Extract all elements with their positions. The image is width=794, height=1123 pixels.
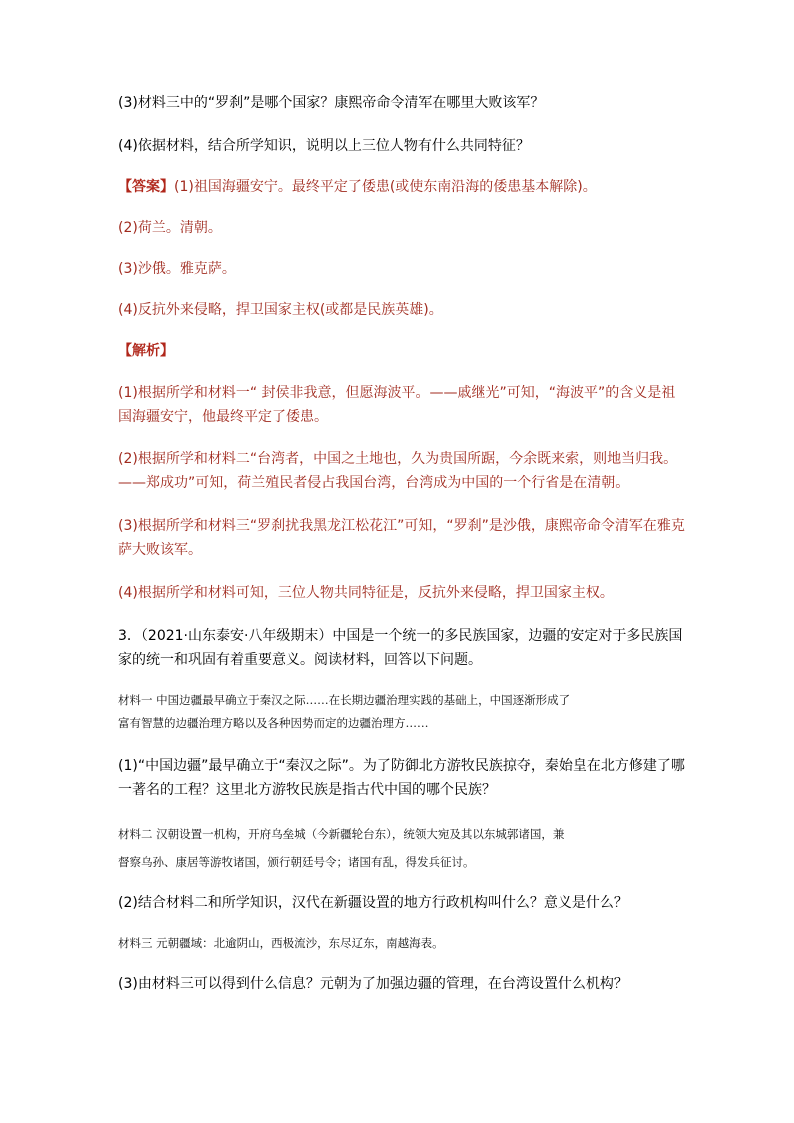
analysis-2-line-2: ——郑成功”可知，荷兰殖民者侵占我国台湾，台湾成为中国的一个行省是在清朝。	[118, 475, 630, 491]
answer-2: (2)荷兰。清朝。	[118, 220, 222, 236]
question-3-prompt: (3)材料三中的“罗刹”是哪个国家？康熙帝命令清军在哪里大败该军？	[118, 95, 545, 111]
answer-1: (1)祖国海疆安宁。最终平定了倭患(或使东南沿海的倭患基本解除)。	[174, 179, 597, 195]
subquestion-3: (3)由材料三可以得到什么信息？元朝为了加强边疆的管理，在台湾设置什么机构？	[118, 976, 628, 992]
material-2-line-2: 督察乌孙、康居等游牧诸国，颁行朝廷号令；诸国有乱，得发兵征讨。	[118, 855, 475, 869]
analysis-label: 【解析】	[118, 343, 174, 359]
analysis-3-line-2: 萨大败该军。	[118, 542, 202, 558]
analysis-2-line-1: (2)根据所学和材料二“台湾者，中国之土地也，久为贵国所踞，今余既来索，则地当归我。	[118, 451, 678, 467]
subquestion-1-line-2: 一著名的工程？这里北方游牧民族是指古代中国的哪个民族？	[118, 782, 496, 798]
answer-4: (4)反抗外来侵略，捍卫国家主权(或都是民族英雄)。	[118, 302, 443, 318]
answer-line-1	[118, 177, 688, 197]
answer-label: 【答案】	[118, 179, 174, 195]
analysis-4: (4)根据所学和材料可知，三位人物共同特征是，反抗外来侵略，捍卫国家主权。	[118, 585, 614, 601]
analysis-1-line-2: 国海疆安宁，他最终平定了倭患。	[118, 409, 328, 425]
material-1-line-1: 材料一 中国边疆最早确立于秦汉之际……在长期边疆治理实践的基础上，中国逐渐形成了	[118, 693, 571, 707]
subquestion-1-line-1: (1)“中国边疆”最早确立于“秦汉之际”。为了防御北方游牧民族掠夺，秦始皇在北方修建了哪	[118, 758, 685, 774]
question-stem-line-1: 3．（2021·山东泰安·八年级期末）中国是一个统一的多民族国家，边疆的安定对于多民族国	[118, 628, 683, 644]
analysis-3-line-1: (3)根据所学和材料三“罗刹扰我黑龙江松花江”可知，“罗刹”是沙俄，康熙帝命令清军在雅克	[118, 518, 685, 534]
question-4-prompt: (4)依据材料，结合所学知识，说明以上三位人物有什么共同特征？	[118, 138, 530, 154]
analysis-1-line-1: (1)根据所学和材料一“ 封侯非我意，但愿海波平。——戚继光”可知，“海波平”的含义是祖	[118, 385, 676, 401]
material-3: 材料三 元朝疆域：北逾阴山，西极流沙，东尽辽东，南越海表。	[118, 936, 444, 950]
answer-3: (3)沙俄。雅克萨。	[118, 261, 236, 277]
material-2-line-1: 材料二 汉朝设置一机构，开府乌垒城（今新疆轮台东），统领大宛及其以东城郭诸国，兼	[118, 827, 565, 841]
material-1-line-2: 富有智慧的边疆治理方略以及各种因势而定的边疆治理方……	[118, 716, 429, 730]
question-stem-line-2: 家的统一和巩固有着重要意义。阅读材料，回答以下问题。	[118, 652, 482, 668]
subquestion-2: (2)结合材料二和所学知识，汉代在新疆设置的地方行政机构叫什么？意义是什么？	[118, 895, 628, 911]
